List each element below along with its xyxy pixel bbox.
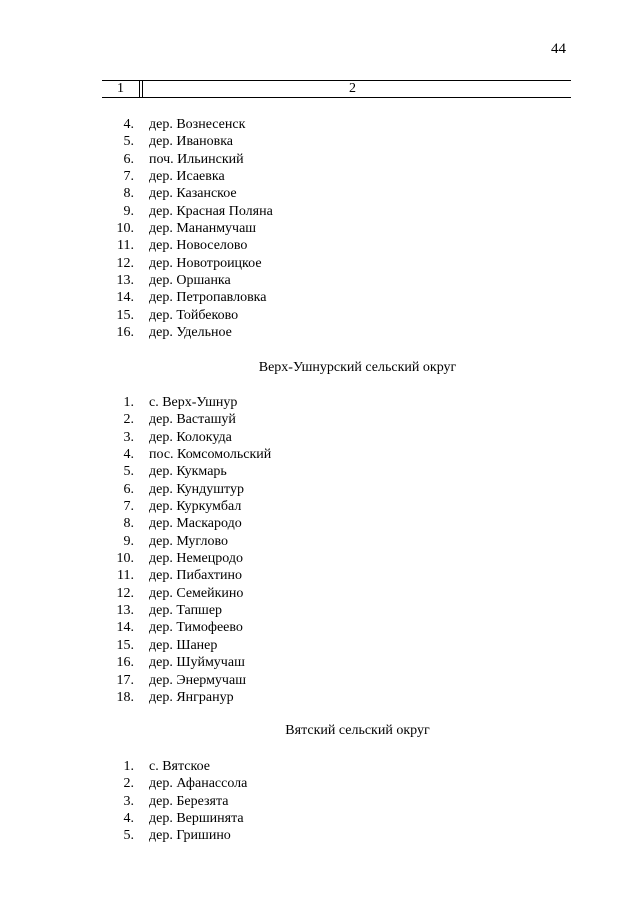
header-top-rule: [102, 80, 571, 81]
item-number: 2.: [123, 412, 134, 428]
item-number: 17.: [116, 672, 134, 688]
settlement-name: дер. Красная Поляна: [149, 203, 273, 219]
item-number: 9.: [123, 203, 134, 219]
item-number: 4.: [123, 447, 134, 463]
settlement-name: поч. Ильинский: [149, 151, 244, 167]
settlement-name: с. Верх-Ушнур: [149, 395, 238, 410]
settlement-name: дер. Васташуй: [149, 412, 236, 428]
item-number: 10.: [116, 551, 134, 567]
item-number: 1.: [123, 395, 134, 410]
header-col-2: 2: [349, 81, 356, 96]
column-header-row: [102, 80, 571, 98]
item-number: 10.: [116, 221, 134, 237]
item-number: 2.: [123, 776, 134, 792]
settlement-name: дер. Куркумбал: [149, 499, 242, 515]
item-number: 16.: [116, 325, 134, 341]
item-number: 12.: [116, 255, 134, 271]
item-number: 3.: [123, 793, 134, 809]
item-number: 11.: [117, 238, 134, 254]
settlement-name: дер. Муглово: [149, 533, 228, 549]
page-number: 44: [551, 41, 566, 57]
item-number: 15.: [116, 307, 134, 323]
settlement-name: дер. Шуймучаш: [149, 655, 245, 671]
settlement-name: дер. Кукмарь: [149, 464, 227, 480]
item-number: 4.: [123, 117, 134, 132]
item-number: 15.: [116, 637, 134, 653]
settlement-name: дер. Афанассола: [149, 776, 248, 792]
item-number: 8.: [123, 186, 134, 202]
settlement-name: дер. Шанер: [149, 637, 218, 653]
settlement-name: дер. Энермучаш: [149, 672, 246, 688]
settlement-name: дер. Новотроицкое: [149, 255, 262, 271]
settlement-name: дер. Кундуштур: [149, 481, 244, 497]
item-number: 14.: [116, 620, 134, 636]
item-number: 1.: [123, 759, 134, 774]
settlement-name: дер. Вознесенск: [149, 117, 246, 132]
settlement-name: дер. Исаевка: [149, 169, 225, 185]
settlement-name: дер. Мананмучаш: [149, 221, 257, 237]
settlement-name: дер. Вершинята: [149, 811, 244, 827]
item-number: 13.: [116, 273, 134, 289]
settlement-name: дер. Оршанка: [149, 273, 231, 289]
item-number: 14.: [116, 290, 134, 306]
settlement-name: дер. Ивановка: [149, 134, 233, 150]
settlement-name: дер. Гришино: [149, 828, 231, 844]
item-number: 8.: [123, 516, 134, 532]
header-column-separator: [142, 80, 143, 98]
item-number: 13.: [116, 603, 134, 619]
item-number: 4.: [123, 811, 134, 827]
settlement-name: пос. Комсомольский: [149, 447, 272, 463]
settlement-name: дер. Семейкино: [149, 585, 244, 601]
settlement-name: дер. Удельное: [149, 325, 232, 341]
settlement-name: дер. Янгранур: [149, 689, 234, 705]
settlement-name: дер. Тойбеково: [149, 307, 239, 323]
settlement-name: дер. Петропавловка: [149, 290, 267, 306]
item-number: 16.: [116, 655, 134, 671]
item-number: 6.: [123, 481, 134, 497]
settlement-name: дер. Новоселово: [149, 238, 248, 254]
header-column-separator: [139, 80, 140, 98]
settlement-name: дер. Колокуда: [149, 429, 232, 445]
item-number: 5.: [123, 464, 134, 480]
settlement-name: дер. Казанское: [149, 186, 237, 202]
item-number: 3.: [123, 429, 134, 445]
item-number: 18.: [116, 689, 134, 705]
item-number: 7.: [123, 169, 134, 185]
settlement-name: дер. Тапшер: [149, 603, 223, 619]
settlement-name: дер. Тимофеево: [149, 620, 243, 636]
settlement-name: дер. Немецродо: [149, 551, 243, 567]
section-heading-vyatsky: Вятский сельский округ: [285, 723, 430, 738]
header-bottom-rule: [102, 97, 571, 98]
item-number: 9.: [123, 533, 134, 549]
item-number: 7.: [123, 499, 134, 515]
item-number: 11.: [117, 568, 134, 584]
settlement-name: дер. Маскародо: [149, 516, 242, 532]
settlement-name: дер. Пибахтино: [149, 568, 243, 584]
header-col-1: 1: [117, 81, 124, 96]
item-number: 5.: [123, 828, 134, 844]
settlement-name: с. Вятское: [149, 759, 210, 774]
item-number: 6.: [123, 151, 134, 167]
item-number: 5.: [123, 134, 134, 150]
item-number: 12.: [116, 585, 134, 601]
section-heading-verkh-ushnur: Верх-Ушнурский сельский округ: [258, 360, 457, 375]
settlement-name: дер. Березята: [149, 793, 229, 809]
